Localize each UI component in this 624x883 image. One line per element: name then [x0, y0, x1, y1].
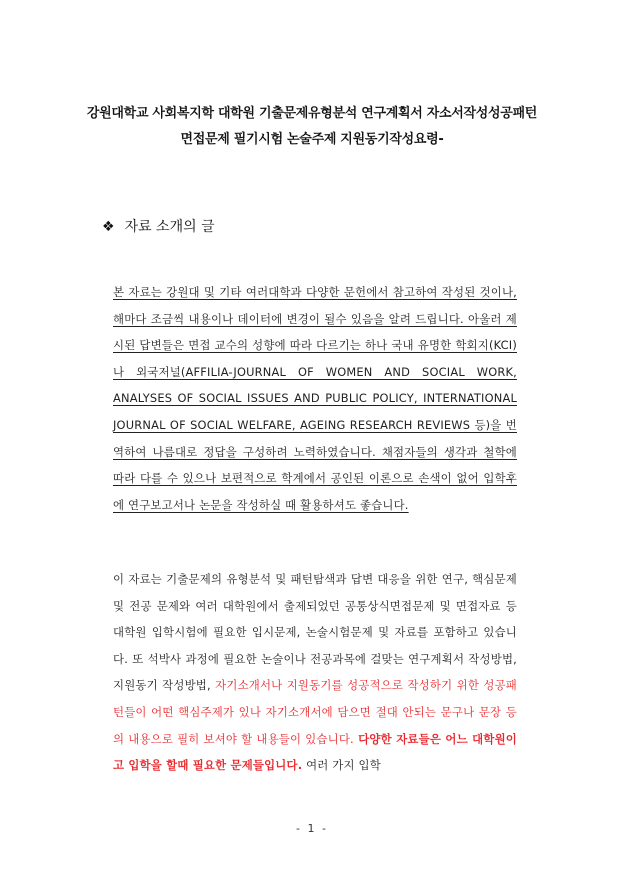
document-title-line1: 강원대학교 사회복지학 대학원 기출문제유형분석 연구계획서 자소서작성성공패턴 — [86, 106, 538, 121]
page-number: - 1 - — [296, 822, 328, 835]
body-text-part4: 여러 가지 입학 — [302, 758, 381, 773]
intro-paragraph — [113, 279, 517, 518]
document-title-line2: 면접문제 필기시험 논술주제 지원동기작성요령- — [180, 132, 444, 147]
body-text-highlight-red-bold: 다양한 자료들은 어느 대학원이고 입학을 할때 필요한 문제들입니다. — [113, 731, 517, 773]
body-paragraph — [113, 566, 517, 779]
section-heading — [102, 216, 215, 236]
body-text-part1: 이 자료는 기출문제의 유형분석 및 패턴탐색과 답변 대응을 위한 연구, 핵심문제 및 전공 문제와 여러 대학원에서 출제되었던 공통상식면접문제 및 면접자료 등 대학원 입학시험에 필요한 입시문제, 논술시험문제 및 자료를 포함하고 있습니다. 또 석박사 과정에 필요한 논술이나 전공과목에 걸맞는 연구계획서 작성방법, 지원동기 작성방법, — [113, 572, 517, 693]
diamond-bullet-icon: ❖ — [102, 219, 115, 235]
intro-paragraph-text: 본 자료는 강원대 및 기타 여러대학과 다양한 문헌에서 참고하여 작성된 것이나, 해마다 조금씩 내용이나 데이터에 변경이 될수 있음을 알려 드립니다. 아울러 제시된 답변들은 면접 교수의 성향에 따라 다르기는 하나 국내 유명한 학회지(KCI)나 외국저널(AFFILIA-JOURNAL OF WOMEN AND SOCIAL WORK, ANALYSES OF SOCIAL ISSUES AND PUBLIC POLICY, INTERNATIONAL JOURNAL OF SOCIAL WELFARE, AGEING RESEARCH REVIEWS 등)을 번역하여 나름대로 정답을 구성하려 노력하였습니다. 채점자들의 생각과 철학에 따라 다를 수 있으나 보편적으로 학계에서 공인된 이론으로 손색이 없어 입학후에 연구보고서나 논문을 작성하실 때 활용하셔도 좋습니다. — [113, 285, 517, 512]
section-heading-text: 자료 소개의 글 — [124, 219, 215, 235]
body-text-highlight-red: 자기소개서나 지원동기를 성공적으로 작성하기 위한 성공패턴들이 어떤 핵심주제가 있나 자기소개서에 담으면 절대 안되는 문구나 문장 등 의 내용으로 필히 보셔야 할 내용들이 있습니다. — [113, 678, 517, 746]
